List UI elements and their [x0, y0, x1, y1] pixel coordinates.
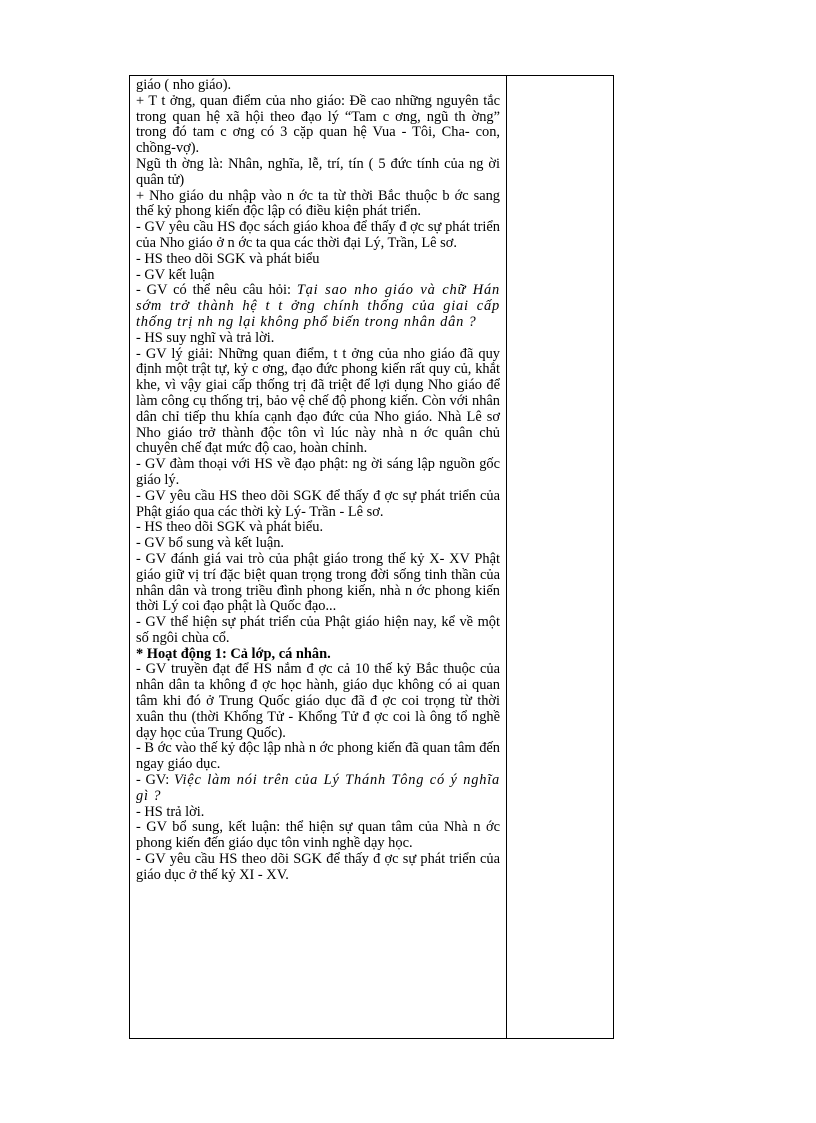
paragraph: + T t ởng, quan điểm của nho giáo: Đề cao những nguyên tắc trong quan hệ xã hội theo đạo lý “Tam c ơng, ngũ th ờng” trong đó tam c ơng có 3 cặp quan hệ Vua - Tôi, Cha- con, chồng-vợ).	[136, 92, 500, 157]
paragraph: - GV kết luận	[136, 266, 215, 283]
question-text: Tại sao nho giáo và chữ Hán sớm trở thành hệ t t ởng chính thống của giai cấp thống trị nh ng lại không phổ biến trong nhân dân ?	[136, 282, 500, 330]
paragraph: - GV yêu cầu HS theo dõi SGK để thấy đ ợc sự phát triển của giáo dục ở thế kỷ XI - XV.	[136, 851, 500, 883]
empty-right-column	[507, 76, 613, 1038]
paragraph: - GV yêu cầu HS theo dõi SGK để thấy đ ợc sự phát triển của Phật giáo qua các thời kỳ Lý- Trần - Lê sơ.	[136, 487, 500, 520]
paragraph: - HS theo dõi SGK và phát biểu.	[136, 519, 324, 536]
paragraph: - GV bổ sung và kết luận.	[136, 535, 285, 552]
paragraph: - GV thể hiện sự phát triển của Phật giáo hiện nay, kể về một số ngôi chùa cổ.	[136, 614, 500, 646]
question-text: Việc làm nói trên của Lý Thánh Tông có ý nghĩa gì ?	[136, 772, 501, 804]
teacher-student-activities-column	[136, 78, 500, 884]
question-intro: - GV:	[136, 772, 174, 789]
paragraph: - B ớc vào thế kỷ độc lập nhà n ớc phong kiến đã quan tâm đến ngay giáo dục.	[136, 740, 500, 773]
paragraph: - HS suy nghĩ và trả lời.	[136, 329, 275, 346]
paragraph: - GV đánh giá vai trò của phật giáo trong thế kỷ X- XV Phật giáo giữ vị trí đặc biệt quan trọng trong đời sống tinh thần của nhân dân và trong triều đình phong kiến, nhà n ớc phong kiến thời Lý coi đạo phật là Quốc đạo...	[136, 550, 500, 615]
paragraph: giáo ( nho giáo).	[136, 77, 232, 93]
paragraph: - HS trả lời.	[136, 803, 205, 820]
paragraph: - HS theo dõi SGK và phát biểu	[136, 250, 320, 267]
question-paragraph	[136, 773, 500, 805]
paragraph: - GV lý giải: Những quan điểm, t t ởng của nho giáo đã quy định một trật tự, kỷ c ơng, đạo đức phong kiến rất quy củ, khắt khe, vì vậy giai cấp thống trị đã triệt để lợi dụng Nho giáo để làm công cụ thống trị, bảo vệ chế độ phong kiến. Còn với nhân dân chỉ tiếp thu khía cạnh đạo đức của Nho giáo. Nhà Lê sơ Nho giáo trở thành độc tôn vì lúc này nhà n ớc quân chủ chuyên chế đạt mức độ cao, hoàn chỉnh.	[136, 345, 500, 457]
question-intro: - GV có thể nêu câu hỏi:	[136, 282, 297, 299]
two-column-table	[129, 75, 614, 1039]
paragraph: - GV yêu cầu HS đọc sách giáo khoa để thấy đ ợc sự phát triển của Nho giáo ở n ớc ta qua các thời đại Lý, Trần, Lê sơ.	[136, 219, 500, 251]
paragraph: - GV bổ sung, kết luận: thể hiện sự quan tâm của Nhà n ớc phong kiến đến giáo dục tôn vinh nghề dạy học.	[136, 819, 500, 852]
paragraph: + Nho giáo du nhập vào n ớc ta từ thời Bắc thuộc b ớc sang thế kỷ phong kiến độc lập có điều kiện phát triển.	[136, 187, 500, 220]
paragraph: - GV truyền đạt để HS nắm đ ợc cả 10 thế kỷ Bắc thuộc của nhân dân ta không đ ợc học hành, giáo dục không có ai quan tâm khi đó ở Trung Quốc giáo dục đã đ ợc coi trọng từ thời xuân thu (thời Khổng Tử - Khổng Tử đ ợc coi là ông tổ nghề dạy học của Trung Quốc).	[136, 661, 500, 741]
paragraph: - GV đàm thoại với HS về đạo phật: ng ời sáng lập nguồn gốc giáo lý.	[136, 456, 500, 488]
activity-heading: * Hoạt động 1: Cả lớp, cá nhân.	[136, 645, 331, 662]
paragraph: Ngũ th ờng là: Nhân, nghĩa, lễ, trí, tín ( 5 đức tính của ng ời quân tử)	[136, 155, 500, 188]
question-paragraph	[136, 283, 500, 330]
